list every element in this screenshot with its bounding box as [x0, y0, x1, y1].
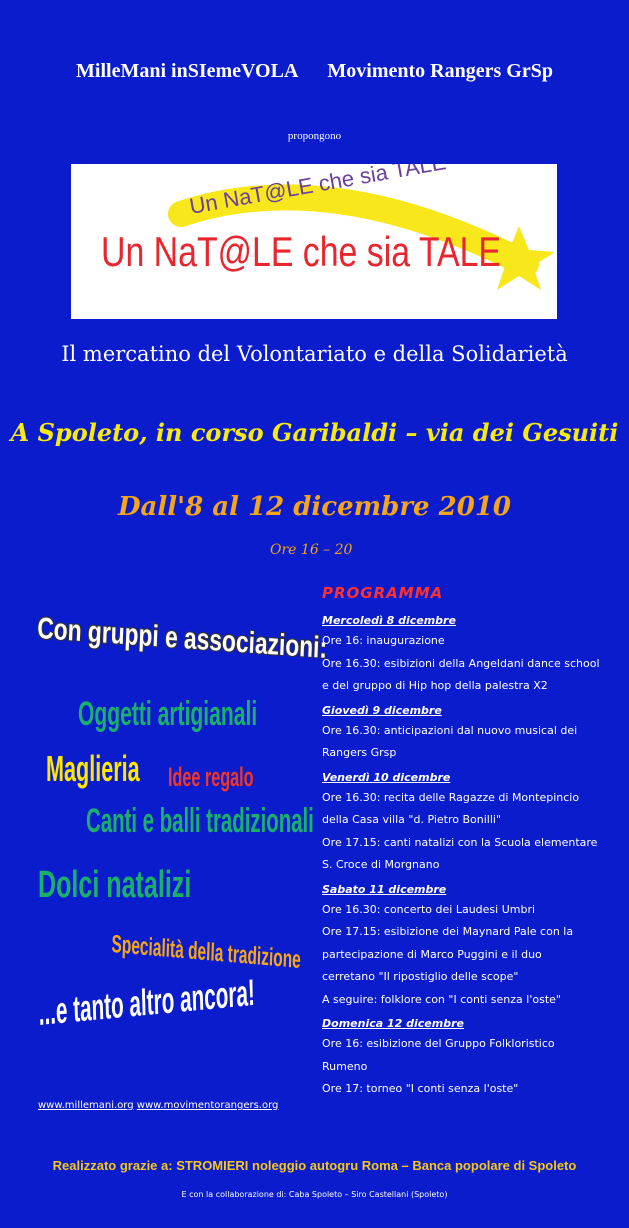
feature-songs: Canti e balli tradizionali — [86, 802, 314, 840]
hours: Ore 16 – 20 — [270, 542, 353, 558]
program-line: della Casa villa "d. Pietro Bonilli" — [322, 813, 502, 826]
program-line: Ore 17.15: canti natalizi con la Scuola elementare — [322, 835, 598, 849]
feature-groups: Con gruppi e associazioni: — [36, 612, 328, 665]
program-line: partecipazione di Marco Puggini e il duo — [322, 947, 542, 961]
website-links — [38, 1100, 278, 1111]
credits: Realizzato grazie a: STROMIERI noleggio autogru Roma – Banca popolare di Spoleto — [52, 1158, 577, 1173]
feature-more: ...e tanto altro ancora! — [38, 971, 256, 1033]
program-day-heading: Venerdì 10 dicembre — [322, 770, 451, 784]
org-rangers: Movimento Rangers GrSp — [327, 60, 553, 82]
program-day-heading: Domenica 12 dicembre — [322, 1017, 464, 1030]
feature-gifts: Idee regalo — [168, 762, 254, 792]
logo-small-text: Un NaT@LE che sia TALE — [187, 164, 448, 219]
organizers-line — [0, 60, 629, 83]
event-logo — [71, 164, 557, 319]
program-line: Ore 17: torneo "I conti senza l'oste" — [322, 1082, 519, 1095]
program-line: Ore 16.30: esibizioni della Angeldani dance school — [322, 656, 600, 670]
feature-knitwear: Maglieria — [46, 748, 140, 789]
program — [322, 584, 622, 1101]
program-line: Ore 17.15: esibizione dei Maynard Pale con la — [322, 925, 574, 938]
link-movimentorangers[interactable]: www.movimentorangers.org — [136, 1100, 279, 1111]
program-line: Rumeno — [322, 1059, 368, 1073]
program-line: Ore 16: inaugurazione — [322, 634, 445, 647]
propongono-text: propongono — [287, 130, 342, 142]
program-days — [322, 612, 622, 1101]
link-millemani[interactable]: www.millemani.org — [38, 1100, 134, 1111]
program-line: Ore 16.30: recita delle Ragazze di Montepincio — [322, 790, 580, 804]
program-day-heading: Sabato 11 dicembre — [322, 882, 447, 896]
program-line: cerretano "Il ripostiglio delle scope" — [322, 970, 519, 983]
program-line: e del gruppo di Hip hop della palestra X2 — [322, 679, 548, 692]
feature-crafts: Oggetti artigianali — [78, 695, 258, 733]
program-line: Ore 16: esibizione del Gruppo Folkloristico — [322, 1037, 555, 1050]
program-line: A seguire: folklore con "I conti senza l'oste" — [322, 992, 561, 1006]
program-line: Ore 16.30: concerto dei Laudesi Umbri — [322, 902, 536, 916]
program-line: Rangers Grsp — [322, 746, 397, 759]
dates: Dall'8 al 12 dicembre 2010 — [117, 492, 512, 522]
program-day-heading: Giovedì 9 dicembre — [322, 703, 442, 717]
collaboration: E con la collaborazione di: Caba Spoleto – Siro Castellani (Spoleto) — [181, 1190, 448, 1199]
program-line: Ore 16.30: anticipazioni dal nuovo musical dei — [322, 723, 578, 737]
feature-sweets: Dolci natalizi — [38, 864, 192, 906]
program-day-heading: Mercoledì 8 dicembre — [322, 614, 456, 627]
program-line: S. Croce di Morgnano — [322, 858, 440, 871]
org-millemani: MilleMani inSIemeVOLA — [76, 60, 299, 82]
feature-specialties: Specialità della tradizione — [111, 930, 302, 974]
logo-big-text: Un NaT@LE che sia TALE — [101, 228, 501, 275]
location: A Spoleto, in corso Garibaldi – via dei Gesuiti — [10, 418, 619, 447]
subtitle: Il mercatino del Volontariato e della Solidarietà — [61, 342, 568, 366]
program-title: PROGRAMMA — [322, 584, 444, 602]
